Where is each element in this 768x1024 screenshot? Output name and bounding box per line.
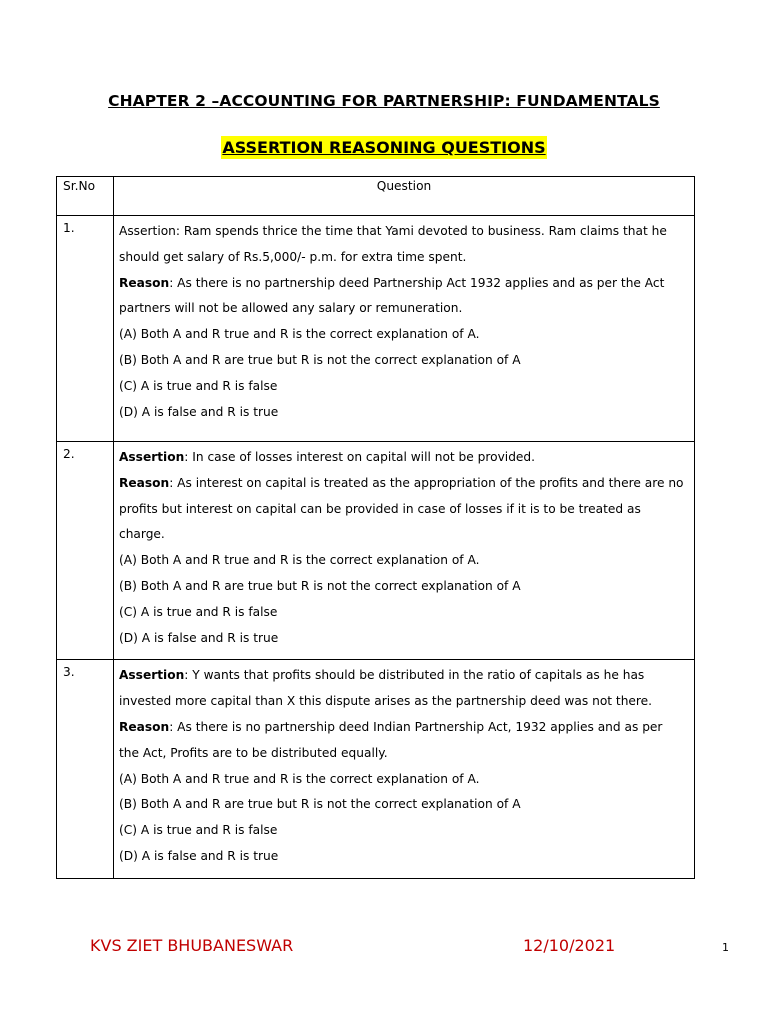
question-text: (C) A is true and R is false	[119, 823, 278, 838]
question-text: should get salary of Rs.5,000/- p.m. for extra time spent.	[119, 249, 467, 264]
column-header-question: Question	[114, 177, 695, 216]
footer-date: 12/10/2021	[523, 936, 616, 955]
question-line	[119, 219, 689, 245]
question-cell	[114, 216, 695, 442]
question-line	[119, 245, 689, 271]
question-text: (B) Both A and R are true but R is not the correct explanation of A	[119, 578, 521, 593]
table-row	[57, 216, 695, 442]
question-cell	[114, 660, 695, 878]
question-line	[119, 445, 689, 471]
question-line	[119, 497, 689, 523]
serial-number: 2.	[57, 442, 114, 660]
question-text: (D) A is false and R is true	[119, 404, 279, 419]
question-line	[119, 548, 689, 574]
question-line	[119, 574, 689, 600]
question-text: : In case of losses interest on capital will not be provided.	[184, 450, 536, 464]
question-text: (A) Both A and R true and R is the correct explanation of A.	[119, 327, 480, 342]
question-line	[119, 715, 689, 741]
page-title: CHAPTER 2 –ACCOUNTING FOR PARTNERSHIP: FUNDAMENTALS	[108, 92, 660, 110]
question-text: : Y wants that profits should be distributed in the ratio of capitals as he has	[184, 668, 645, 683]
question-text: (A) Both A and R true and R is the correct explanation of A.	[119, 771, 480, 786]
question-line	[119, 374, 689, 400]
question-line	[119, 348, 689, 374]
question-line	[119, 471, 689, 497]
question-line	[119, 271, 689, 297]
serial-number: 3.	[57, 660, 114, 878]
question-line	[119, 792, 689, 818]
question-text: (D) A is false and R is true	[119, 848, 279, 863]
subtitle-wrapper	[0, 136, 768, 159]
question-line	[119, 626, 689, 652]
question-text: (D) A is false and R is true	[119, 630, 279, 645]
questions-body	[57, 216, 695, 879]
question-text: (A) Both A and R true and R is the correct explanation of A.	[119, 553, 480, 568]
question-text: Assertion: Ram spends thrice the time that Yami devoted to business. Ram claims that he	[119, 224, 667, 238]
question-text: partners will not be allowed any salary or remuneration.	[119, 301, 463, 316]
footer-organization: KVS ZIET BHUBANESWAR	[90, 936, 294, 955]
question-label: Reason	[119, 475, 170, 490]
question-label: Assertion	[119, 668, 185, 683]
page-number: 1	[722, 941, 729, 954]
column-header-srno: Sr.No	[57, 177, 114, 216]
question-text: the Act, Profits are to be distributed equally.	[119, 745, 388, 760]
question-text: (C) A is true and R is false	[119, 378, 278, 393]
question-line	[119, 818, 689, 844]
question-text: : As there is no partnership deed Indian Partnership Act, 1932 applies and as per	[169, 719, 663, 734]
question-line	[119, 741, 689, 767]
question-text: : As there is no partnership deed Partnership Act 1932 applies and as per the Act	[169, 275, 665, 290]
question-text: (B) Both A and R are true but R is not the correct explanation of A	[119, 352, 521, 367]
question-line	[119, 663, 689, 689]
serial-number: 1.	[57, 216, 114, 442]
question-label: Assertion	[119, 450, 185, 464]
question-text: (C) A is true and R is false	[119, 604, 278, 619]
section-subtitle: ASSERTION REASONING QUESTIONS	[222, 138, 546, 157]
question-line	[119, 844, 689, 870]
table-row	[57, 660, 695, 878]
questions-table	[56, 176, 695, 879]
question-line	[119, 296, 689, 322]
question-line	[119, 522, 689, 548]
question-text: invested more capital than X this dispute arises as the partnership deed was not there.	[119, 694, 653, 709]
question-text: charge.	[119, 527, 165, 542]
question-line	[119, 322, 689, 348]
question-line	[119, 600, 689, 626]
question-line	[119, 689, 689, 715]
question-text: profits but interest on capital can be provided in case of losses if it is to be treated as	[119, 501, 641, 516]
question-text: (B) Both A and R are true but R is not the correct explanation of A	[119, 797, 521, 812]
question-label: Reason	[119, 719, 170, 734]
question-text: : As interest on capital is treated as the appropriation of the profits and there are no	[169, 475, 684, 490]
question-line	[119, 400, 689, 426]
table-row	[57, 442, 695, 660]
table-header-row	[57, 177, 695, 216]
question-line	[119, 767, 689, 793]
question-cell	[114, 442, 695, 660]
question-label: Reason	[119, 275, 170, 290]
